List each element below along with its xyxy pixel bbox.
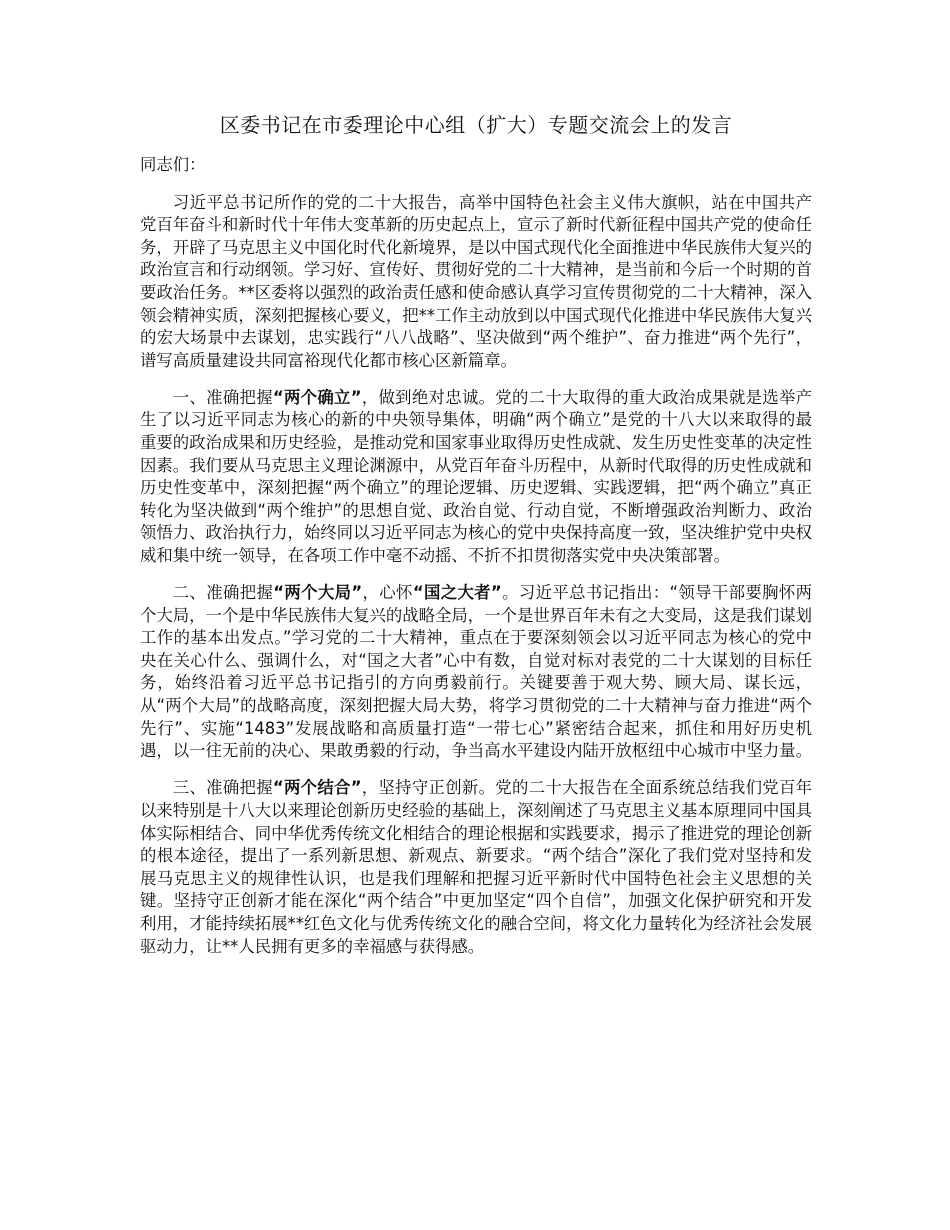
document-title: 区委书记在市委理论中心组（扩大）专题交流会上的发言	[219, 113, 733, 137]
section-2-body: 习近平总书记指出：“领导干部要胸怀两个大局，一个是中华民族伟大复兴的战略全局，一个是世界百年未有之大变局，这是我们谋划工作的基本出发点。”学习党的二十大精神，重点在于要深刻领会以习近平同志为核心的党中央在关心什么、强调什么，对“国之大者”心中有数，自觉对标对表党的二十大谋划的目标任务，始终沿着习近平总书记指引的方向勇毅前行。关键要善于观大势、顾大局、谋长远，从“两个大局”的战略高度，深刻把握大局大势，将学习贯彻党的二十大精神与奋力推进“两个先行”、实施“1483”发展战略和高质量打造“一带七心”紧密结合起来，抓住和用好历史机遇，以一往无前的决心、果敢勇毅的行动，争当高水平建设内陆开放枢纽中心城市中坚力量。	[140, 583, 813, 761]
section-3-heading-quote: “两个结合”	[272, 778, 362, 798]
section-2-heading-quote: “两个大局”	[273, 583, 363, 603]
section-2-heading-b: ，心怀	[362, 583, 413, 603]
intro-paragraph: 习近平总书记所作的党的二十大报告，高举中国特色社会主义伟大旗帜，站在中国共产党百年奋斗和新时代十年伟大变革新的历史起点上，宣示了新时代新征程中国共产党的使命任务，开辟了马克思主义中国化时代化新境界，是以中国式现代化全面推进中华民族伟大复兴的政治宣言和行动纲领。学习好、宣传好、贯彻好党的二十大精神，是当前和今后一个时期的首要政治任务。**区委将以强烈的政治责任感和使命感认真学习宣传贯彻党的二十大精神，深入领会精神实质，深刻把握核心要义，把**工作主动放到以中国式现代化推进中华民族伟大复兴的宏大场景中去谋划，忠实践行“八八战略”、坚决做到“两个维护”、奋力推进“两个先行”，谱写高质量建设共同富裕现代化都市核心区新篇章。	[140, 192, 813, 370]
section-1-heading-b: ，做到绝对忠诚。	[361, 387, 496, 407]
section-1-heading-quote: “两个确立”	[272, 387, 362, 407]
section-2-heading-a: 二、准确把握	[172, 583, 274, 603]
section-2-heading-c: 。	[501, 583, 519, 603]
section-3-body: 党的二十大报告在全面系统总结我们党百年以来特别是十八大以来理论创新历史经验的基础上，深刻阐述了马克思主义基本原理同中国具体实际相结合、同中华优秀传统文化相结合的理论根据和实践要求，揭示了推进党的理论创新的根本途径，提出了一系列新思想、新观点、新要求。“两个结合”深化了我们党对坚持和发展马克思主义的规律性认识，也是我们理解和把握习近平新时代中国特色社会主义思想的关键。坚持守正创新才能在深化“两个结合”中更加坚定“四个自信”，加强文化保护研究和开发利用，才能持续拓展**红色文化与优秀传统文化的融合空间，将文化力量转化为经济社会发展驱动力，让**人民拥有更多的幸福感与获得感。	[140, 778, 813, 956]
salutation: 同志们：	[140, 155, 206, 174]
section-3-heading-a: 三、准确把握	[172, 778, 273, 798]
section-1-body: 党的二十大取得的重大政治成果就是选举产生了以习近平同志为核心的新的中央领导集体，明确“两个确立”是党的十八大以来取得的最重要的政治成果和历史经验，是推动党和国家事业取得历史性成就、发生历史性变革的决定性因素。我们要从马克思主义理论渊源中，从党百年奋斗历程中，从新时代取得的历史性成就和历史性变革中，深刻把握“两个确立”的理论逻辑、历史逻辑、实践逻辑，把“两个确立”真正转化为坚决做到“两个维护”的思想自觉、政治自觉、行动自觉，不断增强政治判断力、政治领悟力、政治执行力，始终同以习近平同志为核心的党中央保持高度一致，坚决维护党中央权威和集中统一领导，在各项工作中毫不动摇、不折不扣贯彻落实党中央决策部署。	[140, 387, 813, 565]
section-3-paragraph	[140, 777, 812, 958]
section-1-paragraph	[140, 387, 812, 568]
section-1-heading-a: 一、准确把握	[172, 387, 273, 407]
document-page	[140, 110, 812, 973]
section-2-heading-quote-2: “国之大者”	[412, 583, 502, 603]
section-2-paragraph	[140, 582, 812, 763]
section-3-heading-b: ，坚持守正创新。	[361, 778, 496, 798]
